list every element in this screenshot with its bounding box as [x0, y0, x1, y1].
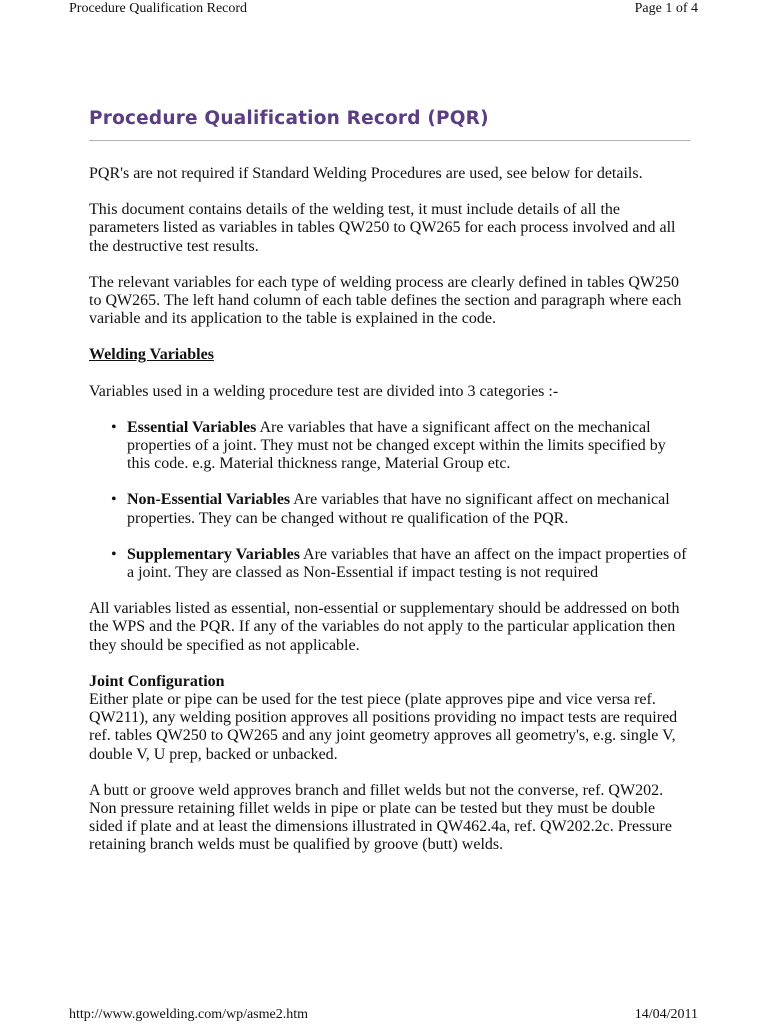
variables-paragraph: The relevant variables for each type of welding process are clearly defined in tables QW250 to QW265. The left hand column of each table defines the section and paragraph where each variable and its application to the table is explained in the code.	[89, 273, 682, 328]
bullet-icon: •	[111, 545, 117, 563]
joint-configuration-paragraph: Either plate or pipe can be used for the test piece (plate approves pipe and vice versa ref. QW211), any welding position approves all positions providing no impact tests are required ref. tables QW250 to QW265 and any joint geometry approves all geometry's, e.g. single V, double V, U prep, backed or unbacked.	[89, 691, 678, 763]
list-item	[111, 419, 691, 474]
header-doc-title: Procedure Qualification Record	[69, 1, 248, 16]
variable-term: Non-Essential Variables	[127, 491, 291, 509]
butt-weld-paragraph: A butt or groove weld approves branch and fillet welds but not the converse, ref. QW202. Non pressure retaining fillet welds in pipe or plate can be tested but they must be double sided if plate and at least the dimensions illustrated in QW462.4a, ref. QW202.2c. Pressure retaining branch welds must be qualified by groove (butt) welds.	[89, 781, 672, 854]
details-paragraph: This document contains details of the welding test, it must include details of all the parameters listed as variables in tables QW250 to QW265 for each process involved and all the destructive test results.	[89, 201, 676, 255]
variables-list	[89, 419, 691, 582]
joint-configuration-heading: Joint Configuration	[89, 672, 225, 690]
variable-description: Are variables that have a significant affect on the mechanical properties of a joint. They must not be changed except within the limits specified by this code. e.g. Material thickness range, Material Group etc.	[127, 418, 666, 473]
wps-pqr-paragraph: All variables listed as essential, non-essential or supplementary should be addressed on both the WPS and the PQR. If any of the variables do not apply to the particular application then they should be specified as not applicable.	[89, 600, 680, 654]
categories-intro: Variables used in a welding procedure test are divided into 3 categories :-	[89, 382, 559, 400]
list-item	[111, 491, 691, 527]
header-page-number: Page 1 of 4	[634, 1, 698, 16]
list-item	[111, 546, 691, 582]
intro-paragraph: PQR's are not required if Standard Welding Procedures are used, see below for details.	[89, 165, 643, 182]
variable-description: Are variables that have an affect on the impact properties of a joint. They are classed as Non-Essential if impact testing is not required	[127, 545, 687, 582]
page-title: Procedure Qualification Record (PQR)	[89, 106, 691, 141]
bullet-icon: •	[111, 418, 117, 436]
footer-date: 14/04/2011	[634, 1007, 698, 1022]
welding-variables-heading: Welding Variables	[89, 346, 214, 364]
page-footer	[69, 1006, 698, 1024]
bullet-icon: •	[111, 491, 117, 509]
page-header	[69, 0, 698, 20]
variable-term: Supplementary Variables	[127, 545, 300, 563]
variable-description: Are variables that have no significant affect on mechanical properties. They can be changed without re qualification of the PQR.	[127, 491, 670, 527]
variable-term: Essential Variables	[127, 418, 257, 436]
document-body	[89, 106, 691, 855]
footer-url: http://www.gowelding.com/wp/asme2.htm	[69, 1007, 309, 1022]
